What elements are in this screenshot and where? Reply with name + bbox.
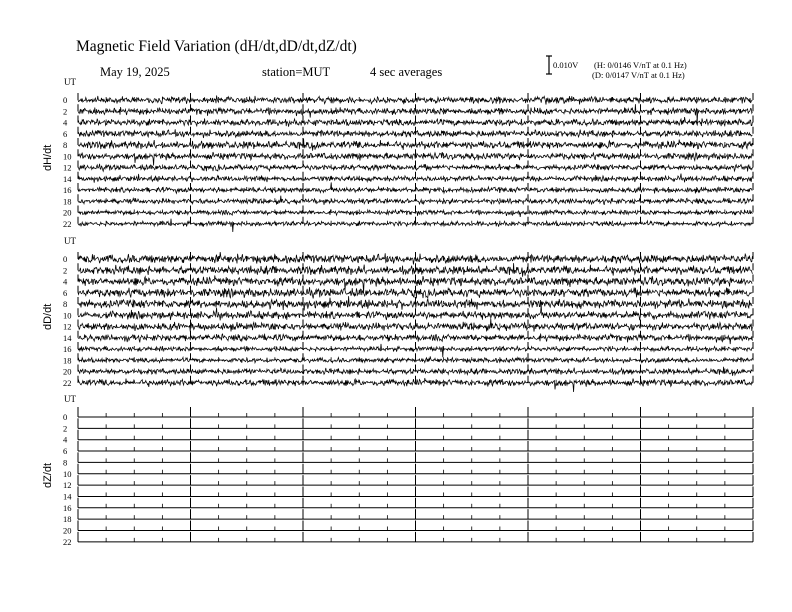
row-label: 18 (63, 355, 72, 366)
row-label: 20 (63, 366, 72, 377)
row-label: 6 (63, 446, 68, 457)
row-label: 16 (63, 185, 72, 195)
row-label: 8 (63, 140, 68, 150)
row-label: 2 (63, 423, 68, 434)
row-label: 0 (63, 254, 68, 264)
ut-label: UT (64, 77, 76, 87)
row-label: 2 (63, 106, 68, 117)
row-label: 10 (63, 151, 72, 162)
row-label: 16 (63, 344, 72, 354)
row-label: 22 (63, 536, 72, 547)
row-label: 20 (63, 207, 72, 218)
panel-ylabel: dD/dt (42, 303, 54, 331)
row-label: 8 (63, 457, 68, 468)
row-label: 8 (63, 299, 68, 309)
row-label: 20 (63, 525, 72, 536)
row-label: 12 (63, 480, 72, 491)
row-label: 4 (63, 117, 68, 128)
row-label: 2 (63, 265, 68, 276)
row-label: 6 (63, 287, 68, 298)
row-label: 4 (63, 434, 68, 445)
row-label: 14 (63, 332, 72, 343)
scale-value: 0.010V (553, 60, 579, 70)
row-label: 0 (63, 95, 68, 105)
ut-label: UT (64, 236, 76, 246)
scale-h-note: (H: 0/0146 V/nT at 0.1 Hz) (594, 60, 687, 70)
row-label: 18 (63, 196, 72, 207)
row-label: 12 (63, 162, 72, 173)
row-label: 6 (63, 128, 68, 139)
panel-ylabel: dZ/dt (42, 462, 54, 488)
station-label: station=MUT (262, 65, 331, 79)
row-label: 12 (63, 321, 72, 332)
row-label: 22 (63, 218, 72, 229)
row-label: 14 (63, 491, 72, 502)
chart-title: Magnetic Field Variation (dH/dt,dD/dt,dZ/dt) (76, 38, 357, 55)
row-label: 10 (63, 468, 72, 479)
row-label: 16 (63, 502, 72, 513)
averaging-label: 4 sec averages (370, 65, 443, 79)
scale-d-note: (D: 0/0147 V/nT at 0.1 Hz) (592, 70, 685, 80)
row-label: 18 (63, 514, 72, 525)
panel-ylabel: dH/dt (42, 144, 54, 172)
date-label: May 19, 2025 (100, 65, 170, 79)
row-label: 22 (63, 377, 72, 388)
row-label: 4 (63, 276, 68, 287)
ut-label: UT (64, 394, 76, 404)
row-label: 0 (63, 412, 68, 422)
row-label: 14 (63, 173, 72, 184)
row-label: 10 (63, 310, 72, 321)
